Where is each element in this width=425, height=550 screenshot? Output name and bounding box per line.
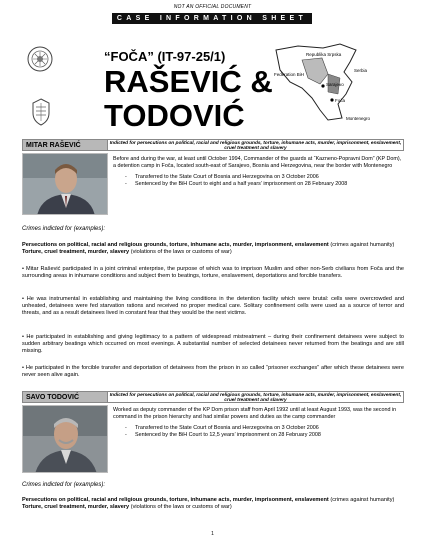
crimes-list xyxy=(22,242,404,256)
case-subtitle: “FOČA” (IT-97-25/1) xyxy=(104,49,226,64)
portrait-icon xyxy=(23,406,108,473)
map-label: Federation BiH xyxy=(274,72,305,77)
portrait-icon xyxy=(23,154,108,215)
map-label: Montenegro xyxy=(346,116,371,121)
allegation-paragraph: • Mitar Rašević participated in a joint criminal enterprise, the purpose of which was to imprison Muslim and other non-Serb civilians from Foča and the surrounding areas in inhumane conditions and subject them to beatings, torture, enslavement, deportations and forcible transfers. xyxy=(22,266,404,279)
accused-charges: Indicted for persecutions on political, racial and religious grounds, torture, inhumane acts, murder, imprisonment, enslavement, cruel treatment and slavery xyxy=(108,391,404,403)
accused-photo xyxy=(22,153,108,215)
accused-description: Worked as deputy commander of the KP Dom prison staff from April 1992 until at least August 1993, was the second in command in the prison hierarchy and had similar powers and duties as the camp commander xyxy=(113,407,397,420)
crimes-heading: Crimes indicted for (examples): xyxy=(22,482,106,488)
accused-charges: Indicted for persecutions on political, racial and religious grounds, torture, inhumane acts, murder, imprisonment, enslavement, cruel treatment and slavery xyxy=(108,139,404,151)
crimes-category: (violations of the laws or customs of war) xyxy=(130,504,232,511)
allegation-paragraph: • He was instrumental in establishing and maintaining the living conditions in the detention facility which were brutal: cells were overcrowded and unheated, detainees were fed starvation rations and received no proper medical care. Solitary confinement cells were used as a source of terror and threats, and as a result detainees lived in constant fear that they would be the next victims. xyxy=(22,296,404,316)
accused-events xyxy=(135,174,403,188)
allegation-paragraph: • He participated in establishing and giving legitimacy to a pattern of widespread mistreatment – during their confinement detainees were subject to sudden arbitrary beatings which occurred on most evenings. A substantial number of selected detainees never returned from the beatings and are still missing. xyxy=(22,334,404,354)
map-label: Foča xyxy=(335,98,346,103)
allegation-paragraph: • He participated in the forcible transfer and deportation of detainees from the prison in so called “prisoner exchanges” after which these detainees were never seen alive again. xyxy=(22,365,404,378)
un-emblem-icon xyxy=(30,97,52,127)
crimes-against-humanity: Persecutions on political, racial and religious grounds, torture, inhumane acts, murder, imprisonment, enslavement xyxy=(22,497,329,503)
page-number: 1 xyxy=(211,531,214,537)
accused-info xyxy=(113,156,403,188)
not-official-notice: NOT AN OFFICIAL DOCUMENT xyxy=(173,4,252,10)
map-label: Republika Srpska xyxy=(306,52,342,57)
accused-info xyxy=(113,407,403,439)
war-crimes: Torture, cruel treatment, murder, slavery xyxy=(22,504,130,511)
event-item: - Sentenced by the BiH Court to eight and a half years’ imprisonment on 28 February 2008 xyxy=(135,181,403,188)
case-title-line2: TODOVIĆ xyxy=(104,98,245,133)
crimes-category: (crimes against humanity) xyxy=(330,497,395,503)
map-label: Sarajevo xyxy=(326,82,344,87)
crimes-list xyxy=(22,497,404,511)
accused-name: SAVO TODOVIĆ xyxy=(22,391,108,403)
tribunal-logo-icon xyxy=(26,45,54,73)
crimes-against-humanity: Persecutions on political, racial and religious grounds, torture, inhumane acts, murder, imprisonment, enslavement xyxy=(22,242,329,248)
crimes-heading: Crimes indicted for (examples): xyxy=(22,226,106,232)
case-information-banner: CASE INFORMATION SHEET xyxy=(112,13,312,24)
map-label: Serbia xyxy=(354,68,368,73)
event-item: - Transferred to the State Court of Bosnia and Herzegovina on 3 October 2006 xyxy=(135,425,403,432)
accused-photo xyxy=(22,405,108,473)
event-item: - Sentenced by the BiH Court to 12,5 years’ imprisonment on 28 February 2008 xyxy=(135,432,403,439)
crimes-category: (crimes against humanity) xyxy=(330,242,395,248)
accused-events xyxy=(135,425,403,439)
war-crimes: Torture, cruel treatment, murder, slavery xyxy=(22,249,130,256)
case-title-line1: RAŠEVIĆ & xyxy=(104,64,273,99)
accused-description: Before and during the war, at least until October 1994, Commander of the guards at “Kazneno-Popravni Dom” (KP Dom), a detention camp in Foča, located south-east of Sarajevo, Bosnia and Herzegovina, near the border with Montenegro xyxy=(113,156,402,169)
crimes-category: (violations of the laws or customs of war) xyxy=(130,249,232,256)
accused-name: MITAR RAŠEVIĆ xyxy=(22,139,108,151)
region-map xyxy=(268,38,378,126)
event-item: - Transferred to the State Court of Bosnia and Herzegovina on 3 October 2006 xyxy=(135,174,403,181)
